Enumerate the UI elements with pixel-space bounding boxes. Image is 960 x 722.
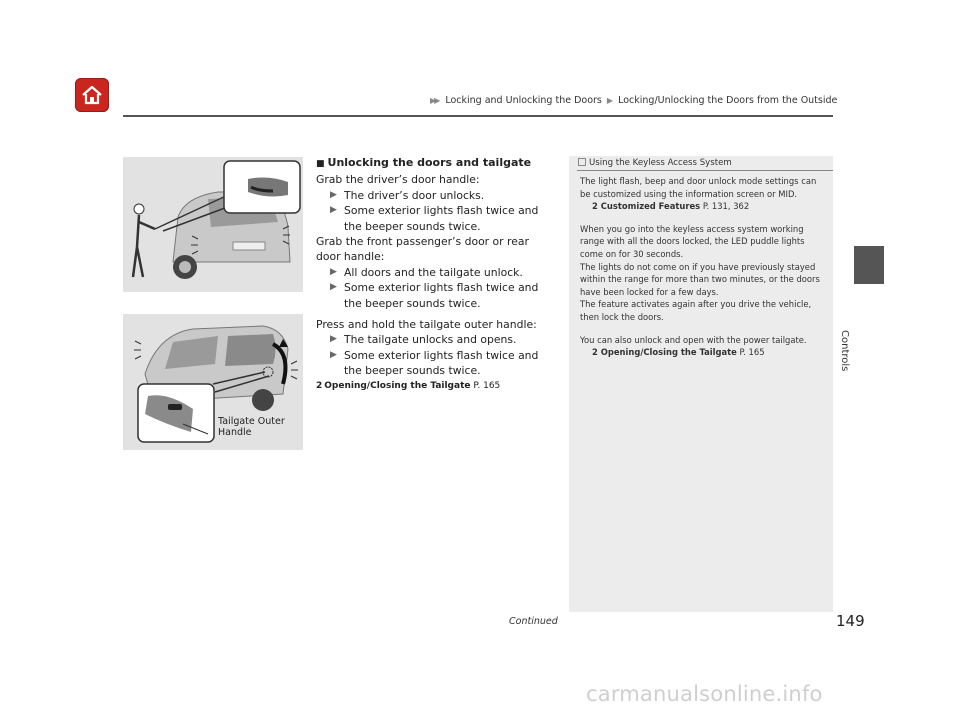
breadcrumb-item[interactable]: Locking and Unlocking the Doors — [445, 95, 602, 106]
result-item — [316, 188, 551, 203]
note-divider — [577, 170, 833, 171]
reference-icon: 2 — [316, 380, 323, 391]
note-title — [578, 158, 732, 168]
note-paragraph — [580, 223, 825, 324]
caption-line: Handle — [218, 427, 252, 438]
home-button[interactable] — [75, 78, 109, 112]
result-item — [316, 203, 551, 234]
caption-line: Tailgate Outer — [218, 416, 285, 427]
main-content — [316, 155, 551, 394]
reference-page: P. 165 — [473, 380, 501, 391]
driver-door-illustration — [123, 157, 303, 292]
result-text: Some exterior lights flash twice and the beeper sounds twice. — [344, 348, 539, 378]
result-text: Some exterior lights flash twice and the beeper sounds twice. — [344, 281, 539, 310]
reference-page: P. 165 — [739, 347, 765, 358]
arrow-icon: ▶ — [330, 205, 337, 216]
result-text: Some exterior lights flash twice and the beeper sounds twice. — [344, 204, 539, 233]
continued-label: Continued — [509, 616, 558, 627]
result-item — [316, 280, 551, 311]
square-bullet-icon: ■ — [316, 159, 325, 169]
page-reference-link[interactable]: 2 Customized Features P. 131, 362 — [592, 201, 750, 212]
instruction-text: Press and hold the tailgate outer handle: — [316, 318, 537, 332]
note-title-text: Using the Keyless Access System — [589, 158, 732, 168]
note-text: The light flash, beep and door unlock mode settings can be customized using the information screen or MID. — [580, 176, 817, 199]
heading-text: Unlocking the doors and tailgate — [327, 156, 532, 169]
arrow-icon: ▶ — [330, 189, 337, 200]
result-text: The driver’s door unlocks. — [344, 188, 485, 202]
arrow-icon: ▶ — [330, 282, 337, 293]
section-tab[interactable] — [854, 246, 884, 284]
result-text: The tailgate unlocks and opens. — [344, 333, 517, 347]
page-reference-link[interactable] — [316, 379, 551, 394]
note-text: When you go into the keyless access system working range with all the doors locked, the LED puddle lights come on for 30 seconds. — [580, 223, 805, 259]
result-item — [316, 348, 551, 379]
note-text: The feature activates again after you drive the vehicle, then lock the doors. — [580, 299, 812, 322]
watermark-text: carmanualsonline.info — [586, 682, 823, 706]
result-text: All doors and the tailgate unlock. — [344, 265, 523, 279]
note-text: The lights do not come on if you have previously stayed within the range for more than two minutes, or the doors have been locked for a few days. — [580, 261, 820, 297]
reference-title: Opening/Closing the Tailgate — [600, 347, 737, 358]
note-paragraph — [580, 334, 825, 359]
note-icon — [578, 158, 586, 166]
breadcrumb — [430, 95, 837, 106]
arrow-icon: ▶ — [330, 266, 337, 277]
instruction-text: Grab the driver’s door handle: — [316, 173, 480, 187]
note-paragraph — [580, 175, 825, 213]
reference-page: P. 131, 362 — [702, 201, 750, 212]
note-text: You can also unlock and open with the power tailgate. — [580, 334, 807, 345]
instruction-text: Grab the front passenger’s door or rear door handle: — [316, 235, 529, 264]
result-item — [316, 332, 551, 347]
reference-title: Customized Features — [600, 201, 701, 212]
header-divider — [123, 115, 833, 117]
section-heading — [316, 155, 551, 172]
reference-title: Opening/Closing the Tailgate — [324, 380, 471, 391]
page-reference-link[interactable]: 2 Opening/Closing the Tailgate P. 165 — [592, 347, 765, 358]
image-caption — [218, 416, 298, 438]
arrow-icon: ▶ — [330, 349, 337, 360]
arrow-icon: ▶ — [330, 334, 337, 345]
note-body — [580, 175, 825, 369]
breadcrumb-arrow-icon: ▶ — [606, 96, 614, 105]
section-tab-label: Controls — [839, 330, 850, 372]
result-item — [316, 265, 551, 280]
breadcrumb-item[interactable]: Locking/Unlocking the Doors from the Outside — [618, 95, 838, 106]
breadcrumb-arrow-icon: ▶▶ — [430, 96, 439, 105]
home-icon — [80, 83, 104, 107]
page-number: 149 — [836, 612, 865, 630]
